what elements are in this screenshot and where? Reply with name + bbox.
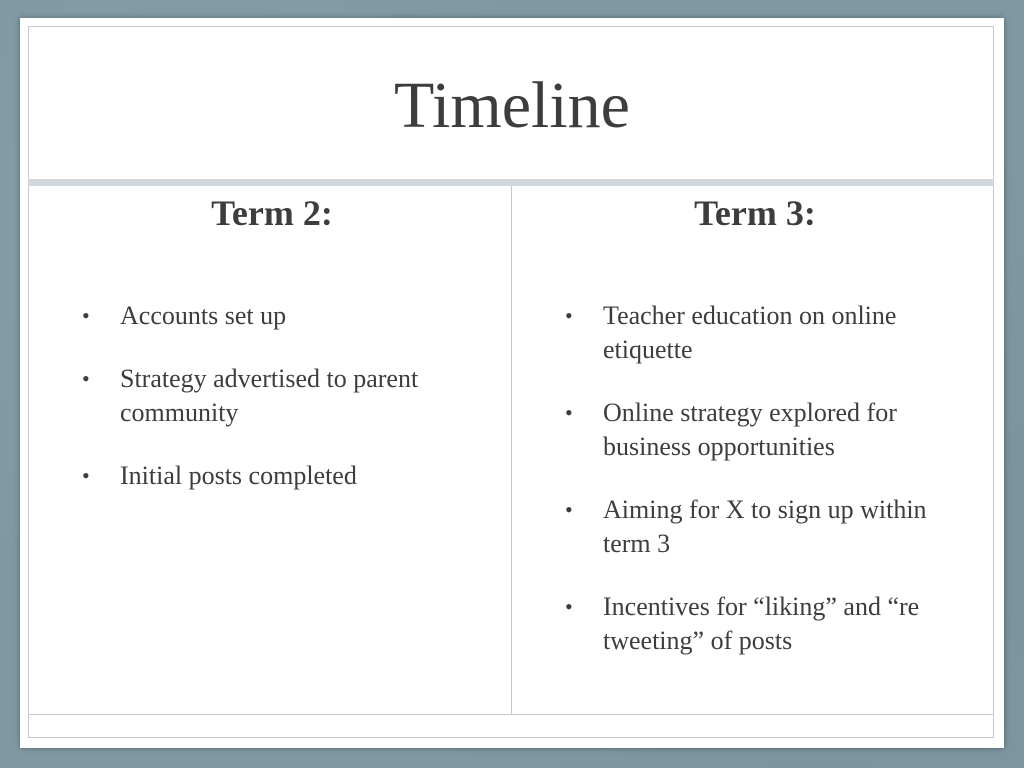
column-heading: Term 3:	[694, 193, 816, 233]
column-term-3	[555, 190, 975, 687]
list-item-text: Initial posts completed	[120, 461, 357, 490]
bottom-divider	[28, 714, 994, 715]
list-item-text: Accounts set up	[120, 301, 287, 330]
bullet-list	[555, 299, 975, 658]
list-item-text: Aiming for X to sign up within term 3	[603, 495, 927, 558]
column-divider	[511, 186, 512, 714]
column-heading: Term 2:	[211, 193, 333, 233]
list-item	[555, 396, 953, 464]
list-item	[72, 362, 420, 430]
list-item	[555, 590, 953, 658]
bullet-icon: •	[82, 366, 90, 391]
list-item-text: Teacher education on online etiquette	[603, 301, 897, 364]
bullet-icon: •	[82, 303, 90, 328]
bullet-icon: •	[565, 303, 573, 328]
slide-title: Timeline	[394, 69, 630, 142]
bullet-icon: •	[565, 400, 573, 425]
bullet-icon: •	[565, 594, 573, 619]
list-item	[555, 493, 953, 561]
column-term-2	[72, 190, 492, 522]
title-divider	[28, 179, 994, 186]
bullet-list	[72, 299, 492, 493]
bullet-icon: •	[565, 497, 573, 522]
list-item-text: Online strategy explored for business opportunities	[603, 398, 897, 461]
list-item	[555, 299, 953, 367]
slide	[20, 18, 1004, 748]
list-item-text: Incentives for “liking” and “re tweeting” of posts	[603, 592, 920, 655]
list-item	[72, 459, 420, 493]
list-item-text: Strategy advertised to parent community	[120, 364, 419, 427]
list-item	[72, 299, 420, 333]
bullet-icon: •	[82, 463, 90, 488]
